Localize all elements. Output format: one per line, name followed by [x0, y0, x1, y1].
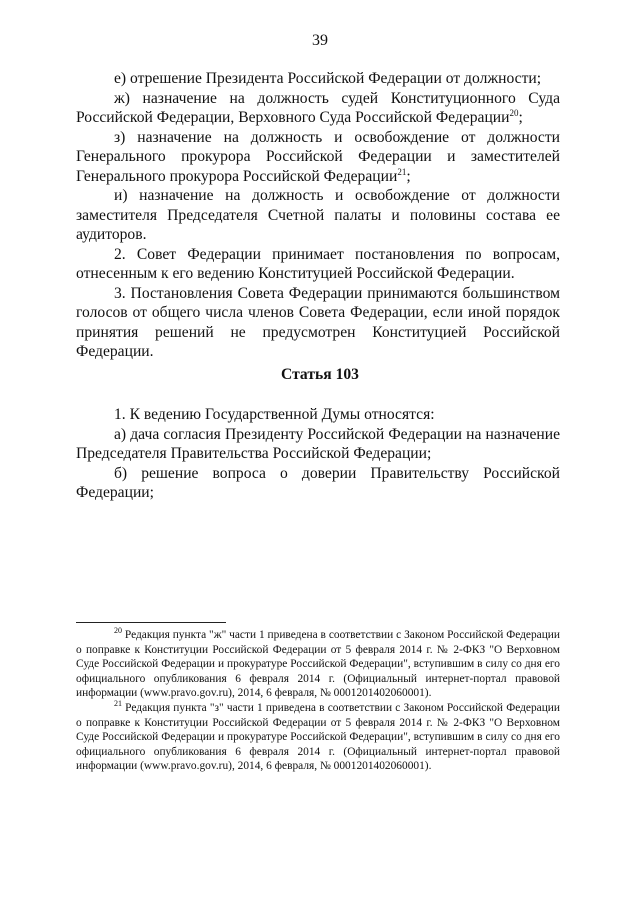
- footnote-20: [76, 628, 560, 701]
- clause-text: б) решение вопроса о доверии Правительству Российской Федерации;: [76, 464, 560, 501]
- clause-zh: [76, 89, 560, 128]
- clause-i: [76, 186, 560, 245]
- clause-a: [76, 425, 560, 464]
- footnote-mark: 20: [114, 626, 122, 636]
- clause-text: 2. Совет Федерации принимает постановления по вопросам, отнесенным к его ведению Конституцией Российской Федерации.: [76, 245, 560, 282]
- clause-e: [76, 69, 560, 89]
- page-number: 39: [312, 32, 328, 49]
- clause-tail: ;: [406, 167, 411, 185]
- footnote-text: Редакция пункта "ж" части 1 приведена в соответствии с Законом Российской Федерации о поправке к Конституции Российской Федерации от 5 февраля 2014 г. № 2-ФКЗ "О Верховном Суде Российской Федерации и прокуратуре Российской Федерации", вступившим в силу со дня его официального опубликования 6 февраля 2014 г. (Официальный интернет-портал правовой информации (www.pravo.gov.ru), 2014, 6 февраля, № 0001201402060001).: [76, 629, 560, 700]
- footnotes: [76, 628, 560, 774]
- clause-text: и) назначение на должность и освобождение от должности заместителя Председателя Счетной палаты и половины состава ее аудиторов.: [76, 187, 560, 243]
- footnote-text: Редакция пункта "з" части 1 приведена в соответствии с Законом Российской Федерации о поправке к Конституции Российской Федерации от 5 февраля 2014 г. № 2-ФКЗ "О Верховном Суде Российской Федерации и прокуратуре Российской Федерации", вступившим в силу со дня его официального опубликования 6 февраля 2014 г. (Официальный интернет-портал правовой информации (www.pravo.gov.ru), 2014, 6 февраля, № 0001201402060001).: [76, 701, 560, 773]
- part-2: [76, 245, 560, 284]
- clause-text: ж) назначение на должность судей Конституционного Суда Российской Федерации, Верховного Суда Российской Федерации: [76, 89, 560, 126]
- clause-tail: ;: [518, 109, 523, 126]
- article-heading: Статья 103: [281, 366, 359, 383]
- part-1: [76, 405, 560, 425]
- clause-z: [76, 128, 560, 187]
- clause-text: а) дача согласия Президенту Российской Федерации на назначение Председателя Правительства Российской Федерации;: [76, 425, 560, 462]
- part-3: [76, 284, 560, 362]
- clause-text: 3. Постановления Совета Федерации принимаются большинством голосов от общего числа членов Совета Федерации, если иной порядок принятия решений не предусмотрен Конституцией Российской Федерации.: [76, 284, 560, 360]
- article-102-continuation: [76, 69, 560, 362]
- clause-text: 1. К ведению Государственной Думы относятся:: [114, 406, 435, 423]
- clause-text: з) назначение на должность и освобождение от должности Генерального прокурора Российской Федерации и заместителей Генерального прокурора Российской Федерации: [76, 128, 560, 185]
- article-103-body: [76, 405, 560, 503]
- footnote-mark: 21: [114, 699, 122, 709]
- footnote-divider: [76, 622, 226, 623]
- footnote-21: [76, 701, 560, 774]
- footnote-ref[interactable]: 21: [397, 166, 407, 177]
- clause-b: [76, 464, 560, 503]
- footnote-ref[interactable]: 20: [509, 107, 519, 118]
- clause-text: е) отрешение Президента Российской Федерации от должности;: [114, 70, 542, 87]
